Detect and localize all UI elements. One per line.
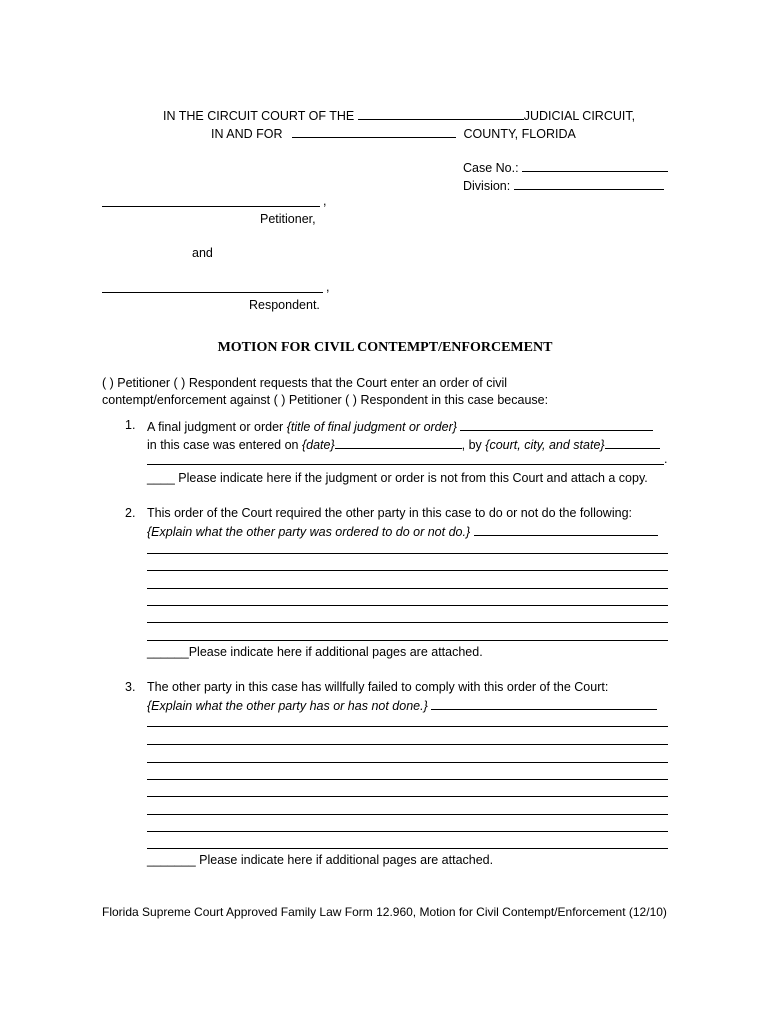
item-1-checkbox-row bbox=[147, 470, 648, 486]
item-2-attached-check-blank[interactable]: ______ bbox=[147, 645, 189, 659]
case-number-row bbox=[463, 158, 668, 176]
court-city-state-field[interactable] bbox=[605, 435, 660, 449]
item-1-text-a: A final judgment or order bbox=[147, 420, 284, 434]
judgment-date-field[interactable] bbox=[335, 435, 462, 449]
item-2-answer-line[interactable] bbox=[147, 553, 668, 554]
item-3-answer-line[interactable] bbox=[147, 762, 668, 763]
item-3-explain-field[interactable] bbox=[431, 696, 657, 710]
respondent-label: Respondent. bbox=[249, 298, 320, 312]
document-title: MOTION FOR CIVIL CONTEMPT/ENFORCEMENT bbox=[217, 340, 553, 355]
judgment-title-field[interactable] bbox=[460, 417, 653, 431]
item-3-checkbox-row bbox=[147, 852, 493, 868]
case-number-label: Case No.: bbox=[463, 161, 519, 175]
item-3-number: 3. bbox=[125, 680, 136, 694]
judicial-circuit-blank[interactable] bbox=[358, 106, 524, 120]
case-number-field[interactable] bbox=[522, 158, 668, 172]
item-1-number: 1. bbox=[125, 418, 136, 432]
court-header-line-2 bbox=[211, 124, 576, 142]
item-3-explain-hint: {Explain what the other party has or has not done.} bbox=[147, 699, 428, 713]
form-footer: Florida Supreme Court Approved Family Law Form 12.960, Motion for Civil Contempt/Enforcement (12/10) bbox=[102, 905, 667, 919]
county-blank[interactable] bbox=[292, 124, 456, 138]
item-3-answer-line[interactable] bbox=[147, 848, 668, 849]
respondent-name-field[interactable] bbox=[102, 292, 323, 293]
item-2-line-2 bbox=[147, 522, 658, 540]
item-2-explain-hint: {Explain what the other party was ordered to do or not do.} bbox=[147, 525, 471, 539]
intro-line-1: ( ) Petitioner ( ) Respondent requests that the Court enter an order of civil bbox=[102, 376, 508, 390]
intro-line-2: contempt/enforcement against ( ) Petitioner ( ) Respondent in this case because: bbox=[102, 393, 549, 407]
division-label: Division: bbox=[463, 179, 511, 193]
division-field[interactable] bbox=[514, 176, 664, 190]
item-2-answer-line[interactable] bbox=[147, 570, 668, 571]
and-label: and bbox=[192, 246, 213, 260]
item-2-checkbox-row bbox=[147, 644, 483, 660]
item-3-answer-line[interactable] bbox=[147, 779, 668, 780]
item-1-text-c: , by bbox=[461, 438, 482, 452]
item-3-answer-line[interactable] bbox=[147, 726, 668, 727]
petitioner-label: Petitioner, bbox=[260, 212, 316, 226]
item-3-attached-check-text: Please indicate here if additional pages are attached. bbox=[199, 853, 494, 867]
item-2-text: This order of the Court required the other party in this case to do or not do the following: bbox=[147, 506, 632, 520]
item-1-period: . bbox=[664, 452, 668, 466]
item-1-line-1 bbox=[147, 417, 653, 435]
court-city-state-continued-field[interactable] bbox=[147, 464, 664, 465]
respondent-comma: , bbox=[326, 280, 330, 294]
item-3-answer-line[interactable] bbox=[147, 796, 668, 797]
item-3-attached-check-blank[interactable]: _______ bbox=[147, 853, 196, 867]
item-3-line-2 bbox=[147, 696, 657, 714]
item-2-explain-field[interactable] bbox=[474, 522, 658, 536]
item-1-date-hint: {date} bbox=[301, 438, 335, 452]
item-1-line-2 bbox=[147, 435, 660, 453]
court-header-prefix: IN THE CIRCUIT COURT OF THE bbox=[163, 109, 355, 123]
county-suffix: COUNTY, FLORIDA bbox=[463, 127, 576, 141]
court-header-line-1 bbox=[163, 106, 635, 124]
county-prefix: IN AND FOR bbox=[211, 127, 283, 141]
court-header-suffix: JUDICIAL CIRCUIT, bbox=[523, 109, 636, 123]
item-2-answer-line[interactable] bbox=[147, 622, 668, 623]
item-1-court-hint: {court, city, and state} bbox=[485, 438, 605, 452]
division-row bbox=[463, 176, 664, 194]
item-3-answer-line[interactable] bbox=[147, 831, 668, 832]
item-2-answer-line[interactable] bbox=[147, 588, 668, 589]
not-this-court-check-text: Please indicate here if the judgment or order is not from this Court and attach a copy. bbox=[178, 471, 648, 485]
item-3-answer-line[interactable] bbox=[147, 814, 668, 815]
petitioner-comma: , bbox=[323, 194, 327, 208]
not-this-court-check-blank[interactable]: ____ bbox=[147, 471, 175, 485]
item-2-answer-line[interactable] bbox=[147, 605, 668, 606]
petitioner-name-field[interactable] bbox=[102, 206, 320, 207]
item-1-text-b: in this case was entered on bbox=[147, 438, 299, 452]
item-2-attached-check-text: Please indicate here if additional pages are attached. bbox=[188, 645, 483, 659]
item-2-number: 2. bbox=[125, 506, 136, 520]
item-3-answer-line[interactable] bbox=[147, 744, 668, 745]
item-3-text: The other party in this case has willfully failed to comply with this order of the Court: bbox=[147, 680, 609, 694]
item-1-judgment-title-hint: {title of final judgment or order} bbox=[286, 420, 457, 434]
item-2-answer-line[interactable] bbox=[147, 640, 668, 641]
